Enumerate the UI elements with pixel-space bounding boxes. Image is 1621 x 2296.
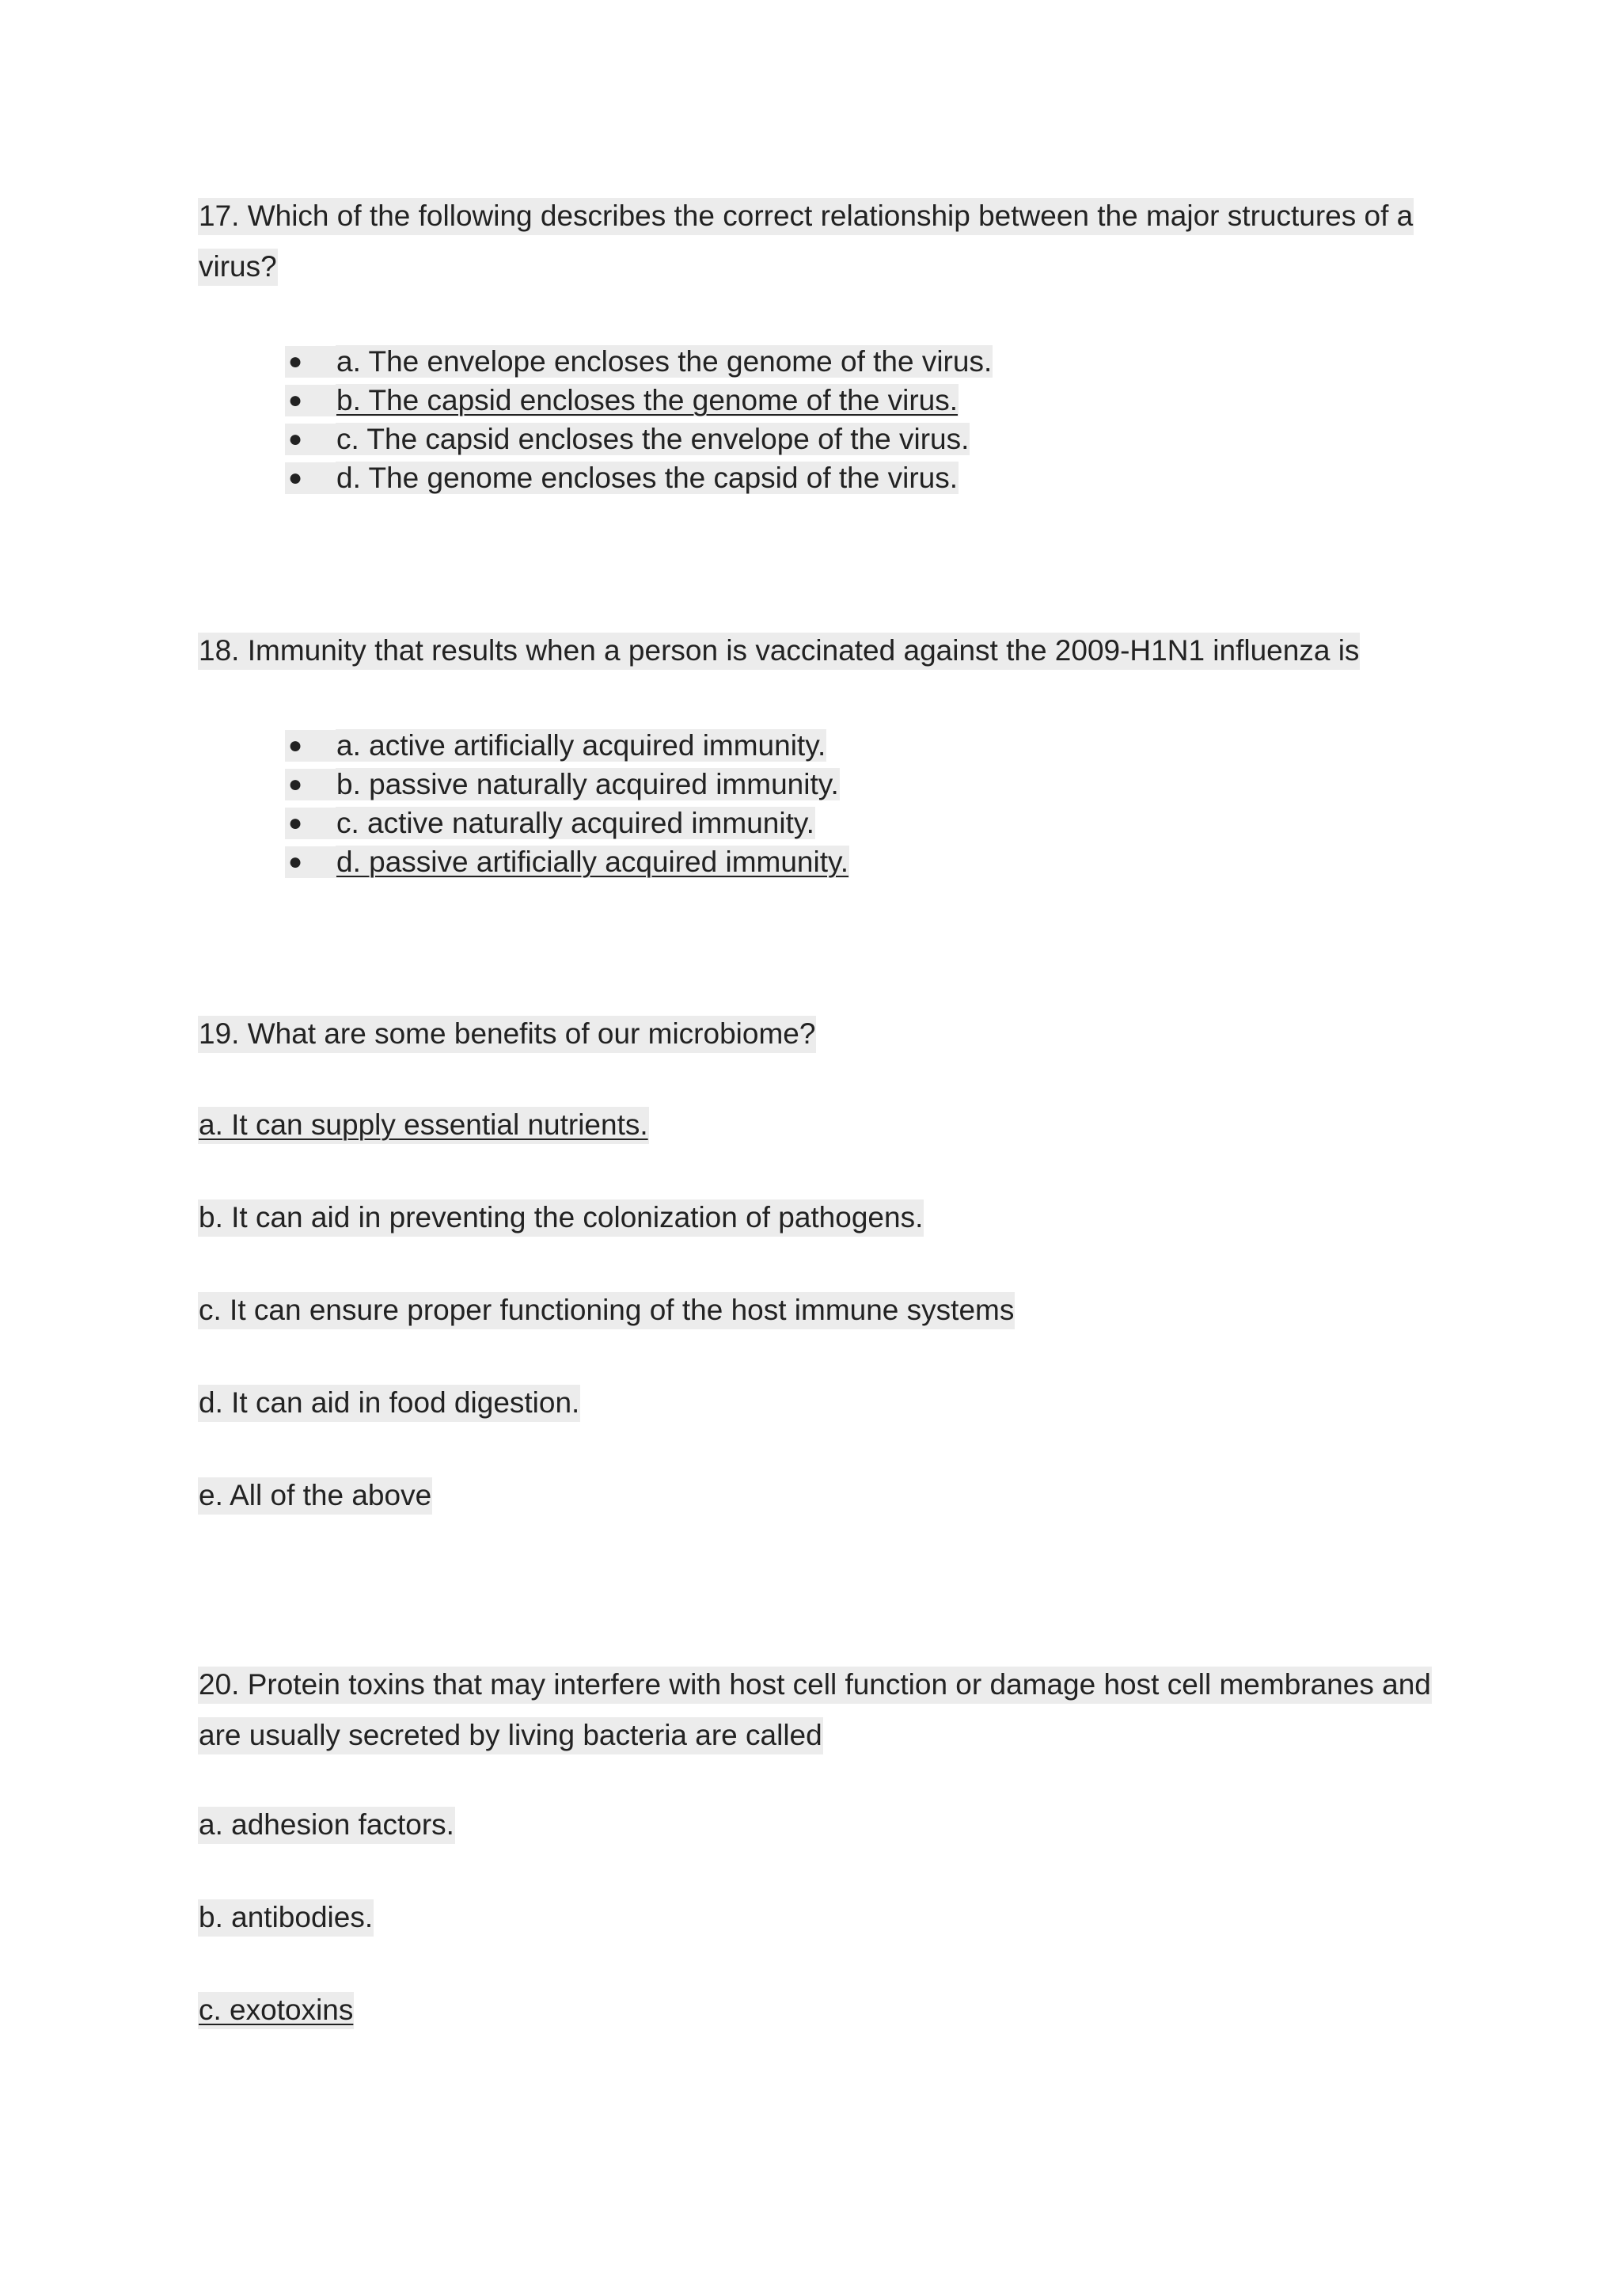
question-19-stem — [198, 1009, 1433, 1059]
question-20-stem — [198, 1659, 1433, 1761]
option-item — [198, 1898, 374, 1937]
option-text: a. The envelope encloses the genome of the virus. — [336, 345, 993, 378]
option-text-correct: a. It can supply essential nutrients. — [198, 1107, 649, 1144]
option-item — [285, 340, 993, 379]
bullet-icon: ● — [285, 346, 336, 378]
bullet-icon: ● — [285, 846, 336, 878]
question-18-options — [285, 724, 849, 880]
bullet-icon: ● — [285, 769, 336, 800]
option-item — [198, 1383, 580, 1423]
option-text: a. adhesion factors. — [198, 1807, 455, 1844]
bullet-icon: ● — [285, 730, 336, 762]
question-text-line: 18. Immunity that results when a person is vaccinated against the 2009-H1N1 influenza is — [198, 633, 1360, 670]
option-item — [285, 379, 993, 418]
option-text: a. active artificially acquired immunity. — [336, 729, 826, 762]
option-text: d. The genome encloses the capsid of the virus. — [336, 462, 959, 495]
bullet-icon: ● — [285, 424, 336, 455]
option-item — [198, 1198, 924, 1237]
option-text: d. It can aid in food digestion. — [198, 1385, 580, 1422]
question-text-line: are usually secreted by living bacteria are called — [198, 1717, 823, 1754]
option-text: b. It can aid in preventing the colonization of pathogens. — [198, 1199, 924, 1237]
question-text-line: 20. Protein toxins that may interfere with host cell function or damage host cell membranes and — [198, 1667, 1432, 1704]
question-17-stem — [198, 191, 1433, 292]
option-item — [285, 841, 849, 880]
option-text: b. antibodies. — [198, 1899, 374, 1937]
option-item — [198, 1476, 432, 1515]
question-text-line: 19. What are some benefits of our microbiome? — [198, 1016, 816, 1053]
bullet-icon: ● — [285, 808, 336, 839]
question-text-line: virus? — [198, 249, 278, 286]
option-text: e. All of the above — [198, 1477, 432, 1515]
option-text-correct: b. The capsid encloses the genome of the virus. — [336, 384, 959, 417]
option-item — [285, 457, 993, 496]
option-item — [285, 724, 849, 763]
question-17-options — [285, 340, 993, 496]
option-text: c. It can ensure proper functioning of the host immune systems — [198, 1292, 1015, 1329]
option-item — [198, 1805, 455, 1845]
option-item — [198, 1291, 1015, 1330]
option-text-correct: c. exotoxins — [198, 1992, 354, 2029]
option-text-correct: d. passive artificially acquired immunity. — [336, 846, 849, 879]
option-item — [285, 763, 849, 802]
option-item — [285, 418, 993, 457]
bullet-icon: ● — [285, 462, 336, 494]
bullet-icon: ● — [285, 385, 336, 416]
option-text: c. active naturally acquired immunity. — [336, 807, 814, 840]
question-18-stem — [198, 625, 1433, 676]
question-text-line: 17. Which of the following describes the correct relationship between the major structures of a — [198, 198, 1414, 235]
option-item — [285, 802, 849, 841]
option-item — [198, 1990, 354, 2030]
option-text: c. The capsid encloses the envelope of the virus. — [336, 423, 970, 456]
option-text: b. passive naturally acquired immunity. — [336, 768, 839, 801]
option-item — [198, 1105, 649, 1145]
